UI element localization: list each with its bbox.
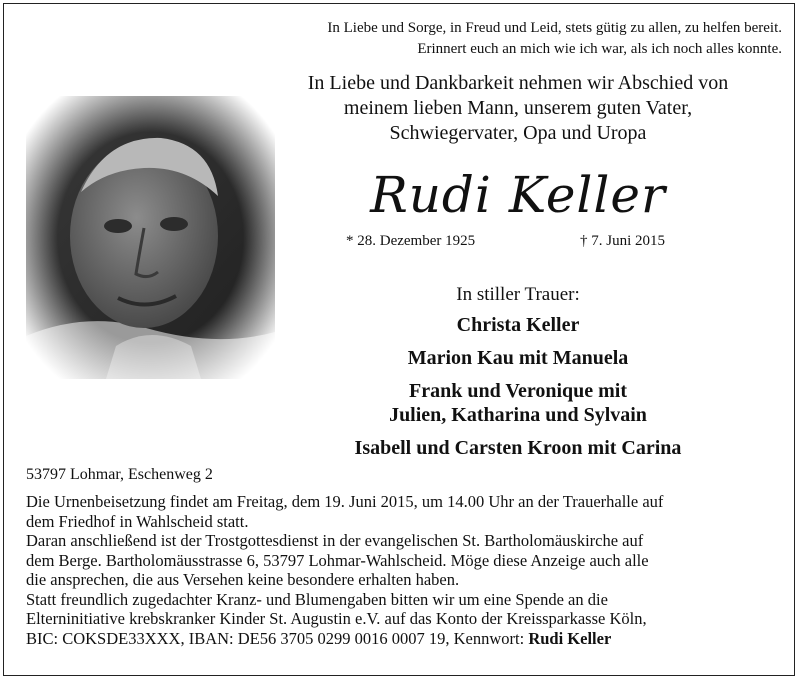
mourning-label: In stiller Trauer:: [456, 284, 580, 305]
text-line: dem Friedhof in Wahlscheid statt.: [26, 511, 249, 531]
family-line: Isabell und Carsten Kroon mit Carina: [354, 437, 682, 459]
family-line: Julien, Katharina und Sylvain: [389, 404, 647, 426]
motto-line: Erinnert euch an mich wie ich war, als ich noch alles konnte.: [417, 41, 782, 57]
text-line: dem Berge. Bartholomäusstrasse 6, 53797 Lohmar-Wahlscheid. Möge diese Anzeige auch alle: [26, 550, 649, 570]
family-line: Christa Keller: [456, 314, 580, 336]
family-line: Frank und Veronique mit: [408, 380, 628, 402]
intro-line: Schwiegervater, Opa und Uropa: [389, 122, 647, 144]
motto: [182, 18, 782, 60]
bank-line: BIC: COKSDE33XXX, IBAN: DE56 3705 0299 0016 0007 19, Kennwort:: [26, 628, 529, 648]
text-line: Daran anschließend ist der Trostgottesdienst in der evangelischen St. Bartholomäuskirche auf: [26, 531, 644, 550]
family-list: [278, 313, 758, 469]
text-line: Elterninitiative krebskranker Kinder St. Augustin e.V. auf das Konto der Kreissparkasse Köln,: [26, 609, 647, 628]
family-entry: [278, 436, 758, 460]
text-line: Statt freundlich zugedachter Kranz- und Blumengaben bitten wir um eine Spende an die: [26, 589, 608, 609]
intro-text: [272, 71, 764, 146]
bank-keyword: Rudi Keller: [528, 628, 612, 648]
family-line: Marion Kau mit Manuela: [407, 347, 629, 369]
intro-line: meinem lieben Mann, unserem guten Vater,: [343, 97, 693, 119]
funeral-details: [26, 492, 778, 648]
portrait-photo: [26, 96, 275, 379]
motto-line: In Liebe und Sorge, in Freud und Leid, stets gütig zu allen, zu helfen bereit.: [327, 20, 782, 36]
paragraph: [26, 531, 778, 590]
intro-line: In Liebe und Dankbarkeit nehmen wir Abschied von: [307, 72, 729, 94]
portrait-image: [26, 96, 275, 379]
family-entry: [278, 346, 758, 370]
family-entry: [278, 313, 758, 337]
text-line: die ansprechen, die aus Versehen keine besondere erhalten haben.: [26, 570, 460, 589]
text-line: Die Urnenbeisetzung findet am Freitag, dem 19. Juni 2015, um 14.00 Uhr an der Trauerhalle auf: [26, 492, 664, 511]
family-entry: [278, 379, 758, 427]
death-date: † 7. Juni 2015: [580, 233, 666, 249]
birth-date: * 28. Dezember 1925: [346, 233, 476, 249]
address: 53797 Lohmar, Eschenweg 2: [26, 466, 213, 483]
deceased-name: Rudi Keller: [370, 166, 666, 224]
paragraph: [26, 492, 778, 531]
paragraph: [26, 590, 778, 649]
